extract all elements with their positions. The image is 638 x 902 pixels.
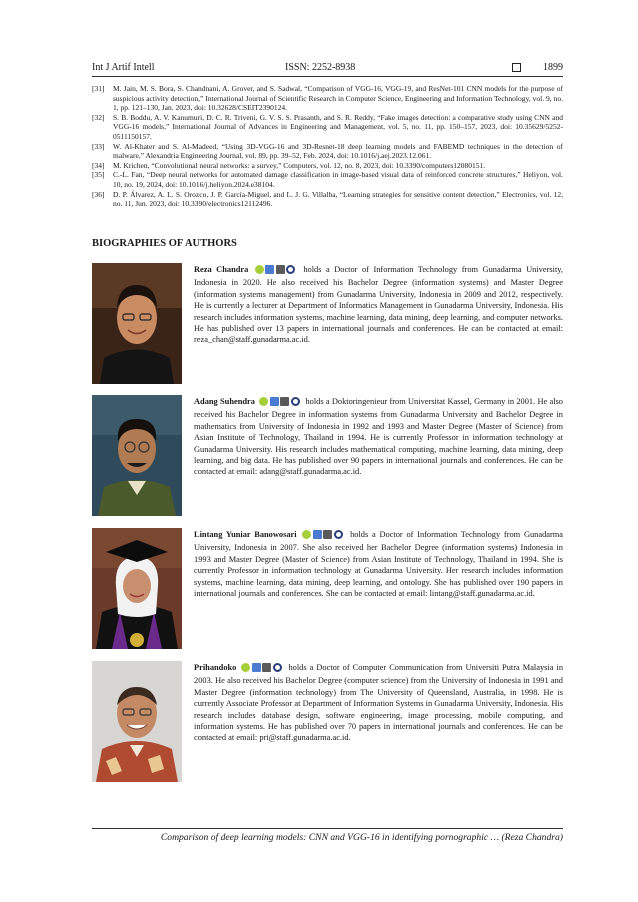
reference-item bbox=[92, 161, 563, 171]
reference-item bbox=[92, 170, 563, 189]
reference-number: [31] bbox=[92, 84, 105, 93]
scopus-icon[interactable] bbox=[280, 397, 289, 406]
web-of-science-icon[interactable] bbox=[334, 530, 343, 539]
reference-item bbox=[92, 84, 563, 113]
reference-text: M. Jain, M. S. Bora, S. Chandnani, A. Grover, and S. Sadwal, “Comparison of VGG-16, VGG-19, and ResNet-101 CNN models for the purpose of suspicious activity detection,” International Journal of Scientific Research in Computer Science, Engineering and Information Technology, vol. 9, no. 1, pp. 121–130, Jan. 2023, doi: 10.32628/CSEIT2390124. bbox=[113, 84, 563, 113]
orcid-icon[interactable] bbox=[259, 397, 268, 406]
reference-text: C.-L. Fan, “Deep neural networks for automated damage classification in image-based visual data of reinforced concrete structures,” Heliyon, vol. 10, no. 19, 2024, doi: 10.1016/j.heliyon.2024.e38104. bbox=[113, 170, 563, 189]
author-bio: holds a Doktoringenieur from Universitat Kassel, Germany in 2001. He also received his Bachelor Degree in information systems from Gunadarma University and Bachelor Degree in mathematics from University of Indonesia in 1992 and 1993 and Master Degree (Master of Science) from Asian Institute of Technology, Thailand in 1994. He is currently Professor in information technology at Gunadarma University. His research includes mathematical computing, machine learning, data mining, deep learning, and big data. He has published over 90 papers in international journals and conferences. He can be contacted at email: adang@staff.gunadarma.ac.id. bbox=[194, 397, 563, 477]
orcid-icon[interactable] bbox=[241, 663, 250, 672]
issn: ISSN: 2252-8938 bbox=[285, 62, 356, 73]
journal-name: Int J Artif Intell bbox=[92, 62, 155, 73]
profile-icons bbox=[241, 663, 283, 675]
reference-number: [33] bbox=[92, 141, 105, 151]
author-bio: holds a Doctor of Information Technology from Gunadarma University, Indonesia in 2020. He also received his Bachelor Degree (information systems) and Master Degree (information systems management) from Gunadarma University, Indonesia in 2009 and 2012, respectively. He is currently a lecturer at Department of Informatics Management in Gunadarma University, Indonesia. His research includes information systems, machine learning, data mining, deep learning, and computer networks. He has published over 13 papers in international journals and conferences. He can be contacted at email: reza_chan@staff.gunadarma.ac.id. bbox=[194, 265, 564, 345]
google-scholar-icon[interactable] bbox=[270, 397, 279, 406]
orcid-icon[interactable] bbox=[255, 265, 264, 274]
author-name: Lintang Yuniar Banowosari bbox=[194, 530, 297, 539]
reference-text: W. Al-Khater and S. Al-Madeed, “Using 3D-VGG-16 and 3D-Resnet-18 deep learning models and FABEMD techniques in the detection of malware,” Alexandria Engineering Journal, vol. 89, pp. 39–52, Feb. 2024, doi: 10.1016/j.aej.2023.12.061. bbox=[113, 141, 563, 161]
reference-number: [32] bbox=[92, 112, 105, 122]
reference-item bbox=[92, 190, 563, 209]
google-scholar-icon[interactable] bbox=[252, 663, 261, 672]
profile-icons bbox=[255, 265, 297, 277]
reference-list bbox=[92, 84, 563, 209]
author-bio: holds a Doctor of Information Technology from Gunadarma University, Indonesia in 2007. She also received her Bachelor Degree (information systems) Indonesia in 1993 and Master Degree (Master of Science) from Asian Institute of Technology, Thailand in 1994. She is currently Professor in information technology at Gunadarma University. Her research includes information systems, machine learning, data mining, deep learning, and ontology. She has published over 190 papers in international journals and conferences. She can be contacted at email: lintang@staff.gunadarma.ac.id. bbox=[194, 530, 564, 599]
reference-number: [36] bbox=[92, 189, 105, 199]
author-photo bbox=[92, 395, 182, 516]
reference-number: [35] bbox=[92, 170, 105, 180]
author-bio-text bbox=[194, 662, 563, 744]
google-scholar-icon[interactable] bbox=[313, 530, 322, 539]
square-icon bbox=[512, 63, 521, 72]
section-title: BIOGRAPHIES OF AUTHORS bbox=[92, 238, 237, 249]
reference-text: D. P. Álvarez, A. L. S. Orozco, J. P. García-Miguel, and L. J. G. Villalba, “Learning strategies for sensitive content detection,” Electronics, vol. 12, no. 11, Jun. 2023, doi: 10.3390/electronics12112496. bbox=[113, 189, 563, 209]
author-name: Adang Suhendra bbox=[194, 397, 255, 406]
author-bio-text bbox=[194, 396, 563, 478]
reference-text: S. B. Boddu, A. V. Kanumuri, D. C. R. Triveni, G. V. S. S. Prasanth, and S. R. Reddy, “Fake images detection: a comparative study using CNN and VGG-16 models,” International Journal of Advances in Engineering and Management, vol. 5, no. 11, pp. 150–157, 2023, doi: 10.35629/5252-0511150157. bbox=[113, 112, 563, 141]
author-bio: holds a Doctor of Computer Communication from Universiti Putra Malaysia in 2003. He also received his Bachelor Degree (computer science) from the University of Indonesia in 1991 and Master Degree (information technology) from The University of Queensland, Australia, in 1998. He is currently Associate Professor at Department of Information Systems in Gunadarma University, Indonesia. His research includes database design, software engineering, image processing, mobile computing, and information systems. He has published over 70 papers in international journals and conferences. He can be contacted at email: pri@staff.gunadarma.ac.id. bbox=[194, 663, 564, 743]
author-bio-text bbox=[194, 264, 563, 346]
scopus-icon[interactable] bbox=[276, 265, 285, 274]
author-name: Prihandoko bbox=[194, 663, 237, 672]
reference-item bbox=[92, 142, 563, 161]
page-footer: Comparison of deep learning models: CNN and VGG-16 in identifying pornographic … (Reza Chandra) bbox=[160, 832, 563, 843]
author-photo bbox=[92, 661, 182, 782]
scopus-icon[interactable] bbox=[323, 530, 332, 539]
author-photo bbox=[92, 263, 182, 384]
profile-icons bbox=[302, 530, 344, 542]
profile-icons bbox=[259, 397, 301, 409]
page-number: 1899 bbox=[543, 62, 563, 73]
author-photo bbox=[92, 528, 182, 649]
page-header bbox=[92, 60, 563, 77]
web-of-science-icon[interactable] bbox=[286, 265, 295, 274]
footer-divider bbox=[92, 828, 563, 829]
author-bio-text bbox=[194, 529, 563, 599]
scopus-icon[interactable] bbox=[262, 663, 271, 672]
author-name: Reza Chandra bbox=[194, 265, 249, 274]
orcid-icon[interactable] bbox=[302, 530, 311, 539]
reference-text: M. Krichen, “Convolutional neural networks: a survey,” Computers, vol. 12, no. 8, 2023, doi: 10.3390/computers12080151. bbox=[113, 160, 486, 170]
reference-item bbox=[92, 113, 563, 142]
web-of-science-icon[interactable] bbox=[273, 663, 282, 672]
google-scholar-icon[interactable] bbox=[265, 265, 274, 274]
web-of-science-icon[interactable] bbox=[291, 397, 300, 406]
reference-number: [34] bbox=[92, 160, 105, 170]
